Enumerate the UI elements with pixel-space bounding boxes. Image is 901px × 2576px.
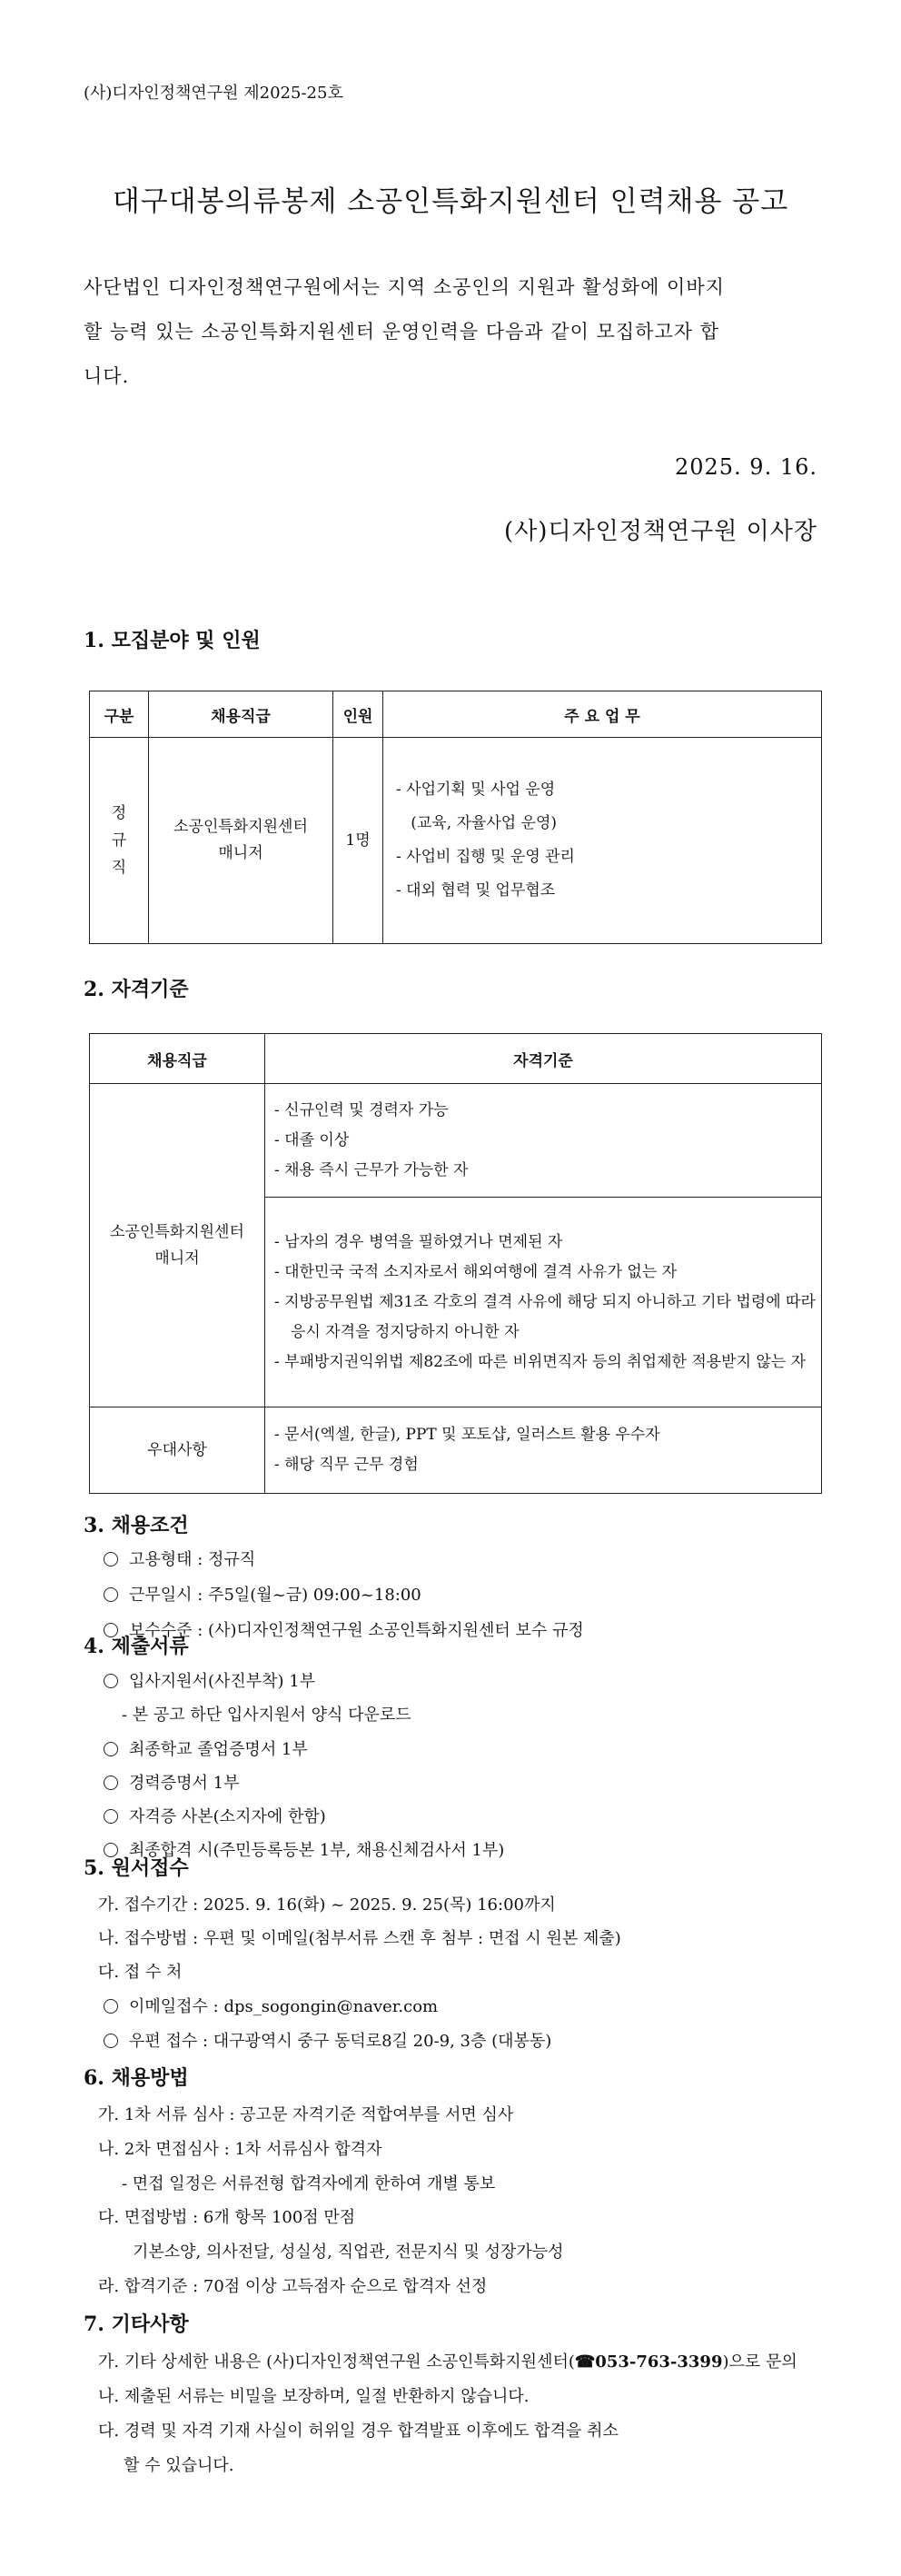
table-header: 주 요 업 무 — [383, 691, 822, 738]
list-item: 가. 접수기간 : 2025. 9. 16(화) ~ 2025. 9. 25(목) 16:00까지 — [98, 1895, 556, 1915]
page-title: 대구대봉의류봉제 소공인특화지원센터 인력채용 공고 — [112, 185, 789, 218]
criteria-item: - 대졸 이상 — [274, 1130, 350, 1149]
table-row — [90, 738, 822, 944]
table-header: 채용직급 — [149, 691, 333, 738]
duty-item: - 사업기획 및 사업 운영 — [396, 781, 556, 799]
duty-item: - 대외 협력 및 업무협조 — [396, 881, 556, 900]
list-item: 보수수준 : (사)디자인정책연구원 소공인특화지원센터 보수 규정 — [104, 1617, 584, 1641]
table-header-row — [90, 1034, 822, 1084]
list-item: 우편 접수 : 대구광역시 중구 동덕로8길 20-9, 3층 (대봉동) — [104, 2028, 551, 2052]
list-sub-item: 기본소양, 의사전달, 성실성, 직업관, 전문지식 및 성장가능성 — [133, 2243, 564, 2262]
criteria-item: - 채용 즉시 근무가 가능한 자 — [274, 1160, 469, 1179]
list-item: 최종학교 졸업증명서 1부 — [104, 1736, 308, 1760]
category-char: 직 — [111, 859, 127, 877]
table-header: 구분 — [90, 691, 149, 738]
position-cell — [90, 1084, 265, 1407]
position-cell — [149, 738, 333, 944]
list-item: 다. 접 수 처 — [98, 1963, 183, 1982]
circle-bullet-icon — [104, 2034, 118, 2048]
table-header: 채용직급 — [90, 1034, 265, 1084]
section-heading-application: 5. 원서접수 — [84, 1856, 189, 1880]
position-line: 소공인특화지원센터 — [110, 1222, 244, 1241]
table-row — [90, 1084, 822, 1198]
qualifications-table — [89, 1033, 822, 1494]
preferred-cell — [265, 1407, 822, 1494]
criteria-item: - 신규인력 및 경력자 가능 — [274, 1100, 449, 1119]
preferred-item: - 문서(엑셀, 한글), PPT 및 포토샵, 일러스트 활용 우수자 — [274, 1426, 660, 1444]
intro-line: 니다. — [84, 365, 130, 387]
circle-bullet-icon — [104, 1674, 118, 1688]
list-item: 나. 제출된 서류는 비밀을 보장하며, 일절 반환하지 않습니다. — [98, 2387, 530, 2406]
list-item: 라. 합격기준 : 70점 이상 고득점자 순으로 합격자 선정 — [98, 2277, 488, 2296]
section-heading-qualifications: 2. 자격기준 — [84, 978, 189, 1001]
intro-line: 사단법인 디자인정책연구원에서는 지역 소공인의 지원과 활성화에 이바지 — [84, 276, 725, 298]
contact-phone: ☎053-763-3399 — [574, 2352, 723, 2372]
table-header: 자격기준 — [265, 1034, 822, 1084]
preferred-label-cell: 우대사항 — [90, 1407, 265, 1494]
section-heading-recruitment: 1. 모집분야 및 인원 — [84, 629, 261, 652]
circle-bullet-icon — [104, 1775, 118, 1790]
list-item: 자격증 사본(소지자에 한함) — [104, 1804, 326, 1827]
list-item: 경력증명서 1부 — [104, 1770, 240, 1794]
duty-item: (교육, 자율사업 운영) — [396, 814, 558, 832]
criteria-item: - 지방공무원법 제31조 각호의 결격 사유에 해당 되지 아니하고 기타 법령에 따라 응시 자격을 정지당하지 아니한 자 — [274, 1292, 816, 1341]
section-heading-selection: 6. 채용방법 — [84, 2066, 189, 2090]
list-item: 이메일접수 : dps_sogongin@naver.com — [104, 1994, 438, 2017]
list-item: 다. 면접방법 : 6개 항목 100점 만점 — [98, 2208, 356, 2227]
criteria-item: - 부패방지권익위법 제82조에 따른 비위면직자 등의 취업제한 적용받지 않는 자 — [274, 1352, 807, 1371]
recruitment-table — [89, 691, 822, 944]
signer: (사)디자인정책연구원 이사장 — [504, 518, 817, 545]
circle-bullet-icon — [104, 1999, 118, 2014]
criteria-item: - 대한민국 국적 소지자로서 해외여행에 결격 사유가 없는 자 — [274, 1262, 678, 1281]
category-char: 정 — [111, 804, 127, 822]
list-item: 나. 2차 면접심사 : 1차 서류심사 합격자 — [98, 2140, 382, 2159]
list-item: 고용형태 : 정규직 — [104, 1547, 255, 1570]
intro-paragraph — [84, 265, 821, 399]
count-cell: 1명 — [333, 738, 383, 944]
circle-bullet-icon — [104, 1587, 118, 1602]
position-line: 매니저 — [154, 1248, 200, 1268]
table-header: 인원 — [333, 691, 383, 738]
list-item: 나. 접수방법 : 우편 및 이메일(첨부서류 스캔 후 첨부 : 면접 시 원본 제출) — [98, 1929, 621, 1948]
section-heading-conditions: 3. 채용조건 — [84, 1514, 189, 1537]
criteria-cell — [265, 1198, 822, 1407]
duties-cell — [383, 738, 822, 944]
list-item: 입사지원서(사진부착) 1부 — [104, 1668, 315, 1692]
list-sub-item: - 면접 일정은 서류전형 합격자에게 한하여 개별 통보 — [122, 2174, 496, 2193]
criteria-cell — [265, 1084, 822, 1198]
category-cell — [90, 738, 149, 944]
table-row — [90, 1407, 822, 1494]
circle-bullet-icon — [104, 1552, 118, 1566]
intro-line: 할 능력 있는 소공인특화지원센터 운영인력을 다음과 같이 모집하고자 합 — [84, 321, 719, 343]
section-heading-misc: 7. 기타사항 — [84, 2312, 189, 2336]
list-sub-item: - 본 공고 하단 입사지원서 양식 다운로드 — [122, 1706, 411, 1725]
position-line: 소공인특화지원센터 — [173, 818, 308, 836]
table-header-row — [90, 691, 822, 738]
duty-item: - 사업비 집행 및 운영 관리 — [396, 848, 575, 866]
document-number: (사)디자인정책연구원 제2025-25호 — [84, 84, 343, 103]
list-item: 근무일시 : 주5일(월~금) 09:00~18:00 — [104, 1582, 421, 1606]
list-item-continuation: 할 수 있습니다. — [124, 2456, 234, 2475]
circle-bullet-icon — [104, 1809, 118, 1824]
section-heading-documents: 4. 제출서류 — [84, 1635, 189, 1658]
list-item: 다. 경력 및 자격 기재 사실이 허위일 경우 합격발표 이후에도 합격을 취소 — [98, 2422, 619, 2441]
category-char: 규 — [111, 831, 127, 850]
list-item: 가. 기타 상세한 내용은 (사)디자인정책연구원 소공인특화지원센터(☎053-763-3399)으로 문의 — [98, 2352, 797, 2372]
circle-bullet-icon — [104, 1742, 118, 1756]
preferred-item: - 해당 직무 근무 경험 — [274, 1456, 419, 1474]
list-item: 최종합격 시(주민등록등본 1부, 채용신체검사서 1부) — [104, 1837, 504, 1861]
list-item: 가. 1차 서류 심사 : 공고문 자격기준 적합여부를 서면 심사 — [98, 2105, 514, 2124]
position-line: 매니저 — [218, 844, 263, 862]
announcement-date: 2025. 9. 16. — [674, 454, 817, 480]
criteria-item: - 남자의 경우 병역을 필하였거나 면제된 자 — [274, 1232, 563, 1251]
